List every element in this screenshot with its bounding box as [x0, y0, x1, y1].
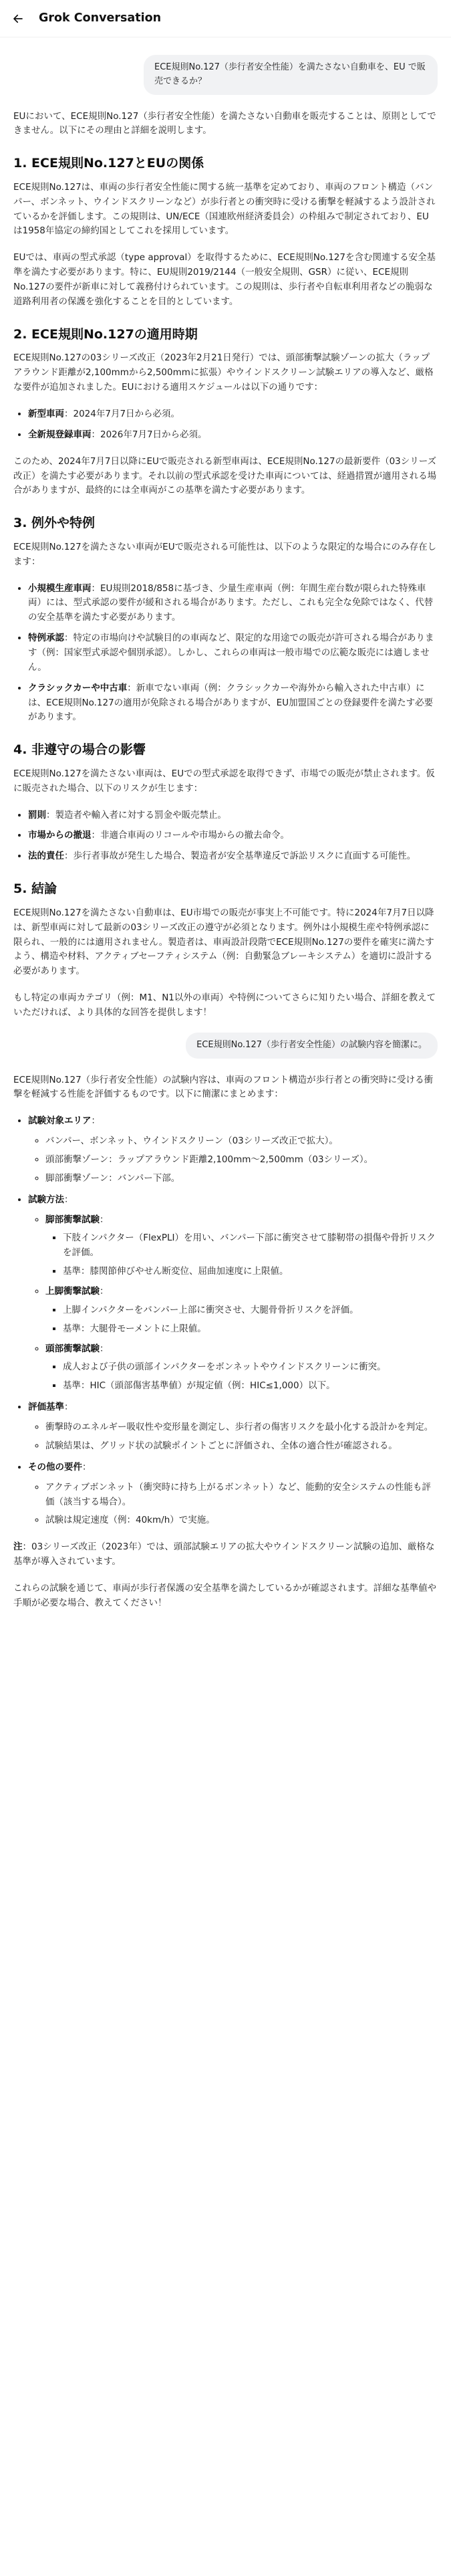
list-item-label: 試験方法: [28, 1194, 64, 1205]
list-item: [28, 849, 438, 864]
list-item-text: ：2026年7月7日から必須。: [91, 429, 207, 440]
list-item-label: 法的責任: [28, 851, 64, 862]
paragraph: もし特定の車両カテゴリ（例：M1、N1以外の車両）や特例についてさらに知りたい場合、詳細を教えていただければ、より具体的な回答を提供します！: [13, 992, 436, 1018]
sub-list-item: ◦ 上脚衝撃試験： ▪ 上脚インパクターをバンパー上部に衝突させ、大腿骨骨折リスクを評価。 ▪ 基準：大腿骨モーメントに上限値。: [45, 1285, 438, 1337]
list-item-text: ：製造者や輸入者に対する罰金や販売禁止。: [46, 809, 227, 821]
sub-list-item: ◦ 頭部衝撃ゾーン：ラップアラウンド距離2,100mm〜2,500mm（03シリーズ）。: [45, 1153, 438, 1168]
paragraph: ECE規則No.127を満たさない自動車は、EU市場での販売が事実上不可能です。特に2024年7月7日以降は、新型車両に対して最新の03シリーズ改正の遵守が必須となります。例外は小規模生産や特例承認に限られ、一般的には適用されません。製造者は、車両設計段階でECE規則No.127の要件を確実に満たすよう、構造や材料、アクティブセーフティシステム（例：自動緊急ブレーキシステム）を適切に設計する必要があります。: [13, 907, 434, 977]
assistant-message: [13, 110, 438, 1021]
list-item: [28, 681, 438, 726]
sub-list-item: ◦ 脚部衝撃試験： ▪ 下肢インパクター（FlexPLI）を用い、バンパー下部に衝突させて膝靭帯の損傷や骨折リスクを評価。 ▪ 基準：膝関節伸びやせん断変位、屈曲加速度に上限値。: [45, 1213, 438, 1279]
answer-intro: EUにおいて、ECE規則No.127（歩行者安全性能）を満たさない自動車を販売することは、原則としてできません。以下にその理由と詳細を説明します。: [13, 110, 436, 136]
conversation-thread: [0, 37, 451, 1643]
sub-sub-list: [45, 1231, 438, 1279]
sub-sub-list: [45, 1360, 438, 1394]
paragraph: ECE規則No.127は、車両の歩行者安全性能に関する統一基準を定めており、車両のフロント構造（バンパー、ボンネット、ウインドスクリーンなど）が歩行者との衝突時に受ける衝撃を軽減するよう設計されているかを評価します。この規則は、UN/ECE（国連欧州経済委員会）の枠組みで制定されており、EUは1958年協定の締約国としてこれを採用しています。: [13, 181, 436, 237]
paragraph: EUでは、車両の型式承認（type approval）を取得するために、ECE規則No.127を含む関連する安全基準を満たす必要があります。特に、EU規則2019/2144（一般安全規則、GSR）に従い、ECE規則No.127の要件が新車に対して義務付けられています。この規則は、歩行者や自転車利用者などの脆弱な道路利用者の保護を強化することを目的としています。: [13, 252, 436, 307]
list-item: • その他の要件： ◦ アクティブボンネット（衝突時に持ち上がるボンネット）など、能動的安全システムの性能も評価（該当する場合）。 ◦ 試験は規定速度（例：40km/h）で実施。: [28, 1461, 438, 1528]
list-item-label: 全新規登録車両: [28, 429, 92, 440]
sub-list-item: ◦ 脚部衝撃ゾーン：バンパー下部。: [45, 1172, 438, 1186]
bullet-list: [13, 809, 438, 865]
user-message: ECE規則No.127（歩行者安全性能）の試験内容を簡潔に。: [186, 1033, 438, 1059]
user-message: ECE規則No.127（歩行者安全性能）を満たさない自動車を、EU で販売できるか？: [144, 55, 438, 95]
sub-list-item: ◦ 頭部衝撃試験： ▪ 成人および子供の頭部インパクターをボンネットやウインドスクリーンに衝突。 ▪ 基準：HIC（頭部傷害基準値）が規定値（例：HIC≤1,000）以下。: [45, 1342, 438, 1394]
sub-list-item: ◦ アクティブボンネット（衝突時に持ち上がるボンネット）など、能動的安全システムの性能も評価（該当する場合）。: [45, 1481, 438, 1510]
sub-list-label: 脚部衝撃試験: [45, 1214, 100, 1225]
list-item: [28, 582, 438, 626]
list-item-text: ：非適合車両のリコールや市場からの撤去命令。: [91, 830, 289, 841]
note-paragraph: [13, 1540, 438, 1570]
list-item-label: 特例承認: [28, 633, 64, 644]
section-heading: 5. 結論: [13, 881, 57, 897]
answer-intro: ECE規則No.127（歩行者安全性能）の試験内容は、車両のフロント構造が歩行者との衝突時に受ける衝撃を軽減する性能を評価するものです。以下に簡潔にまとめます：: [13, 1074, 434, 1100]
paragraph: ECE規則No.127を満たさない車両は、EUでの型式承認を取得できず、市場での販売が禁止されます。仮に販売された場合、以下のリスクが生じます：: [13, 768, 435, 794]
list-item-label: その他の要件: [28, 1461, 82, 1473]
list-item-text: ：2024年7月7日から必須。: [64, 408, 180, 419]
sub-sub-list-item: ▪ 基準：HIC（頭部傷害基準値）が規定値（例：HIC≤1,000）以下。: [63, 1379, 438, 1394]
user-message-row: [13, 1033, 438, 1059]
list-item-label: クラシックカーや中古車: [28, 682, 128, 693]
list-item-label: 新型車両: [28, 408, 64, 419]
list-item: [28, 829, 438, 843]
sub-list-item: ◦ バンパー、ボンネット、ウインドスクリーン（03シリーズ改正で拡大）。: [45, 1134, 438, 1149]
sub-list-label: 頭部衝撃試験: [45, 1343, 100, 1354]
list-item: [28, 809, 438, 823]
sub-sub-list-item: ▪ 下肢インパクター（FlexPLI）を用い、バンパー下部に衝突させて膝靭帯の損傷や骨折リスクを評価。: [63, 1231, 438, 1261]
list-item-text: ：EU規則2018/858に基づき、少量生産車両（例：年間生産台数が限られた特殊車両）には、型式承認の要件が緩和される場合があります。ただし、これも完全な免除ではなく、代替の安全基準を満たす必要があります。: [28, 582, 434, 623]
arrow-left-icon[interactable]: [12, 13, 24, 25]
list-item-text: ：新車でない車両（例：クラシックカーや海外から輸入された中古車）には、ECE規則No.127の適用が免除される場合がありますが、EU加盟国ごとの登録要件を満たす必要があります。: [28, 682, 434, 723]
user-message-row: [13, 55, 438, 95]
section-heading: 2. ECE規則No.127の適用時期: [13, 326, 198, 342]
section-heading: 4. 非遵守の場合の影響: [13, 742, 146, 758]
list-item-label: 小規模生産車両: [28, 582, 92, 594]
sub-sub-list-item: ▪ 上脚インパクターをバンパー上部に衝突させ、大腿骨骨折リスクを評価。: [63, 1303, 438, 1318]
page-title: Grok Conversation: [39, 11, 162, 25]
sub-sub-list-item: ▪ 成人および子供の頭部インパクターをボンネットやウインドスクリーンに衝突。: [63, 1360, 438, 1375]
note-text: ：03シリーズ改正（2023年）では、頭部試験エリアの拡大やウインドスクリーン試験の追加、厳格な基準が導入されています。: [13, 1541, 435, 1568]
sub-list: [28, 1481, 438, 1529]
assistant-message: [13, 1073, 438, 1611]
bullet-list: [13, 582, 438, 726]
sub-sub-list-item: ▪ 基準：膝関節伸びやせん断変位、屈曲加速度に上限値。: [63, 1265, 438, 1279]
bullet-list: [13, 1114, 438, 1528]
note-label: 注: [13, 1541, 23, 1553]
list-item: [28, 428, 438, 443]
top-bar: [0, 0, 451, 37]
list-item: • 評価基準： ◦ 衝撃時のエネルギー吸収性や変形量を測定し、歩行者の傷害リスクを最小化する設計かを判定。 ◦ 試験結果は、グリッド状の試験ポイントごとに評価され、全体の適合性が確認される。: [28, 1400, 438, 1454]
list-item-label: 罰則: [28, 809, 46, 821]
sub-sub-list: [45, 1303, 438, 1337]
section-heading: 1. ECE規則No.127とEUの関係: [13, 156, 204, 171]
list-item-text: ：歩行者事故が発生した場合、製造者が安全基準違反で訴訟リスクに直面する可能性。: [64, 851, 416, 862]
list-item: • 試験対象エリア： ◦ バンパー、ボンネット、ウインドスクリーン（03シリーズ改正で拡大）。 ◦ 頭部衝撃ゾーン：ラップアラウンド距離2,100mm〜2,500mm（03シリーズ）。 ◦ 脚部衝撃ゾーン：バンパー下部。: [28, 1114, 438, 1186]
list-item: [28, 407, 438, 422]
paragraph: このため、2024年7月7日以降にEUで販売される新型車両は、ECE規則No.127の最新要件（03シリーズ改正）を満たす必要があります。それ以前の型式承認を受けた車両については、経過措置が適用される場合がありますが、最終的には全車両がこの基準を満たす必要があります。: [13, 455, 437, 496]
list-item-label: 市場からの撤退: [28, 830, 92, 841]
paragraph: ECE規則No.127を満たさない車両がEUで販売される可能性は、以下のような限定的な場合にのみ存在します：: [13, 541, 437, 567]
sub-list-item: ◦ 試験は規定速度（例：40km/h）で実施。: [45, 1513, 438, 1528]
list-item: • 試験方法： ◦ 脚部衝撃試験： ▪ 下肢インパクター（FlexPLI）を用い、バンパー下部に衝突させて膝靭帯の損傷や骨折リスクを評価。 ▪ 基準：膝関節伸びやせん断変位、屈曲加速度に上限値。 ◦ 上脚衝撃試験： ▪ 上脚インパクターをバンパー上部に衝突させ、大腿骨骨折リスクを評価。 ▪ 基準：大腿骨モーメントに上限値。 ◦ 頭部衝撃試験： ▪ 成人および子供の頭部インパクターをボンネットやウインドスクリーンに衝突。 ▪ 基準：HIC（頭部傷害基準値）が規定値（例：HIC≤1,000）以下。: [28, 1193, 438, 1394]
list-item: [28, 631, 438, 675]
list-item-label: 評価基準: [28, 1402, 64, 1413]
sub-sub-list-item: ▪ 基準：大腿骨モーメントに上限値。: [63, 1322, 438, 1337]
sub-list: [28, 1134, 438, 1186]
sub-list: [28, 1420, 438, 1454]
paragraph: これらの試験を通じて、車両が歩行者保護の安全基準を満たしているかが確認されます。詳細な基準値や手順が必要な場合、教えてください！: [13, 1582, 437, 1608]
sub-list: [28, 1213, 438, 1394]
paragraph: ECE規則No.127の03シリーズ改正（2023年2月21日発行）では、頭部衝撃試験ゾーンの拡大（ラップアラウンド距離が2,100mmから2,500mmに拡張）やウインドスクリーン試験エリアの導入など、厳格な要件が追加されました。EUにおける適用スケジュールは以下の通りです：: [13, 352, 434, 393]
bullet-list: [13, 407, 438, 443]
sub-list-item: ◦ 試験結果は、グリッド状の試験ポイントごとに評価され、全体の適合性が確認される。: [45, 1439, 438, 1454]
list-item-label: 試験対象エリア: [28, 1115, 92, 1127]
list-item-text: ：特定の市場向けや試験目的の車両など、限定的な用途での販売が許可される場合があります（例：国家型式承認や個別承認）。しかし、これらの車両は一般市場での広範な販売には適しません。: [28, 633, 434, 673]
section-heading: 3. 例外や特例: [13, 516, 96, 531]
sub-list-item: ◦ 衝撃時のエネルギー吸収性や変形量を測定し、歩行者の傷害リスクを最小化する設計かを判定。: [45, 1420, 438, 1435]
sub-list-label: 上脚衝撃試験: [45, 1286, 100, 1297]
